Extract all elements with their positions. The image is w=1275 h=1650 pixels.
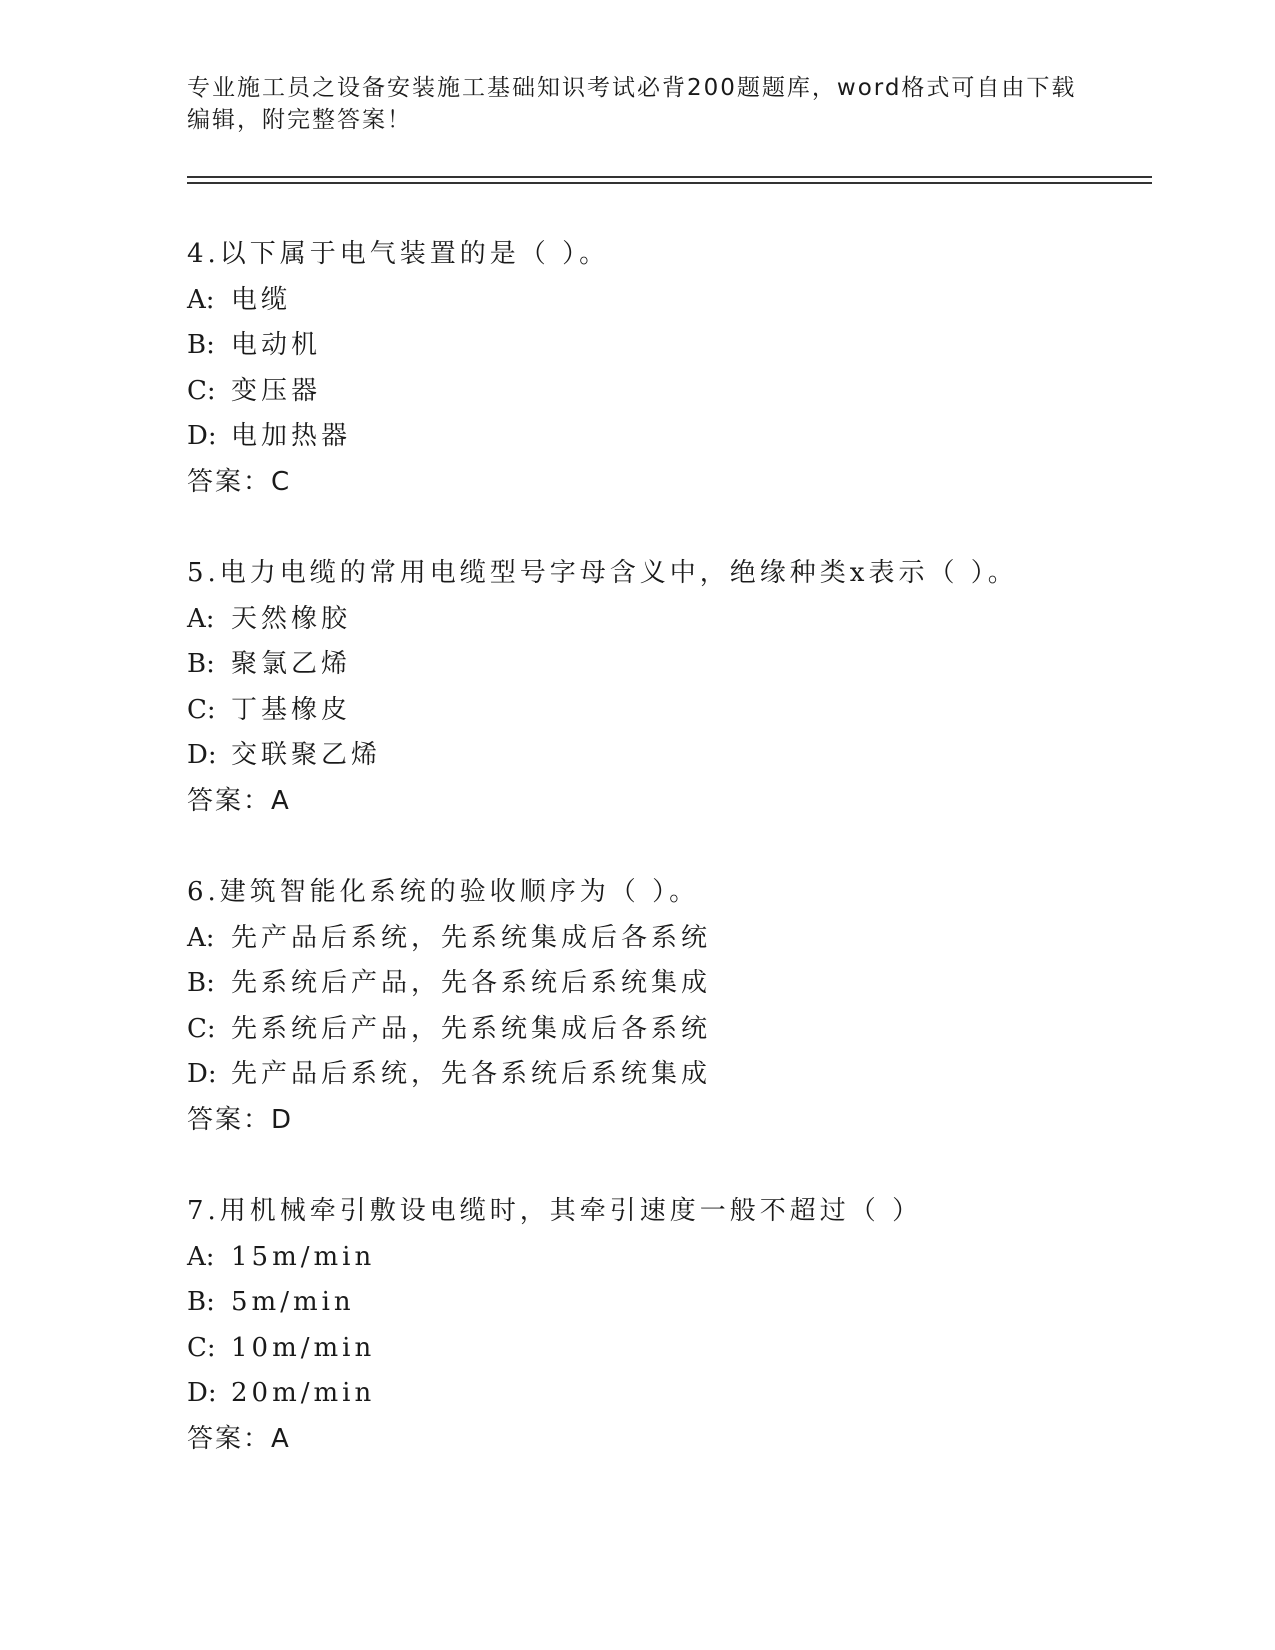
option-key: C:	[187, 1013, 216, 1044]
answer-line: 答案：C	[187, 466, 292, 497]
option-a	[187, 916, 1167, 962]
answer-line: 答案：A	[187, 785, 291, 816]
option-text: 先产品后系统，先系统集成后各系统	[231, 922, 712, 953]
option-text: 10m/min	[231, 1332, 376, 1363]
header-divider-bottom	[187, 182, 1152, 184]
option-text: 电动机	[231, 330, 322, 360]
question-list	[187, 232, 1167, 1508]
option-text: 20m/min	[231, 1378, 376, 1408]
option-text: 变压器	[231, 375, 322, 406]
question-7	[187, 1189, 1167, 1508]
answer-line: 答案：A	[187, 1423, 291, 1454]
option-text: 丁基橡皮	[231, 694, 352, 725]
question-stem: 6.建筑智能化系统的验收顺序为（ ）。	[187, 877, 700, 907]
option-text: 聚氯乙烯	[231, 649, 352, 679]
option-b	[187, 323, 1167, 369]
document-header	[187, 72, 1087, 136]
option-d	[187, 1371, 1167, 1417]
option-c	[187, 369, 1167, 415]
option-key: A:	[187, 922, 215, 953]
option-key: A:	[187, 1241, 215, 1272]
option-text: 先产品后系统，先各系统后系统集成	[231, 1059, 712, 1089]
option-text: 电加热器	[231, 421, 352, 451]
option-a	[187, 278, 1167, 324]
option-key: D:	[187, 421, 217, 451]
question-5	[187, 551, 1167, 870]
header-divider-top	[187, 176, 1152, 178]
option-b	[187, 642, 1167, 688]
option-d	[187, 414, 1167, 460]
question-6	[187, 870, 1167, 1189]
option-key: B:	[187, 649, 215, 679]
question-4	[187, 232, 1167, 551]
option-text: 先系统后产品，先各系统后系统集成	[231, 968, 712, 998]
header-line-1: 专业施工员之设备安装施工基础知识考试必背200题题库，word格式可自由下载	[187, 75, 1077, 101]
option-key: D:	[187, 740, 217, 770]
option-text: 先系统后产品，先系统集成后各系统	[231, 1013, 712, 1044]
option-b	[187, 1280, 1167, 1326]
option-key: D:	[187, 1378, 217, 1408]
option-key: B:	[187, 330, 215, 360]
option-text: 交联聚乙烯	[231, 740, 382, 770]
question-stem: 7.用机械牵引敷设电缆时，其牵引速度一般不超过（ ）	[187, 1196, 923, 1226]
option-b	[187, 961, 1167, 1007]
option-key: A:	[187, 284, 215, 315]
option-key: C:	[187, 694, 216, 725]
option-d	[187, 733, 1167, 779]
option-d	[187, 1052, 1167, 1098]
option-text: 5m/min	[231, 1287, 355, 1317]
option-c	[187, 1007, 1167, 1053]
option-key: B:	[187, 1287, 215, 1317]
question-stem: 5.电力电缆的常用电缆型号字母含义中，绝缘种类x表示（ ）。	[187, 558, 1018, 588]
option-a	[187, 597, 1167, 643]
option-text: 15m/min	[231, 1241, 376, 1272]
header-line-2: 编辑，附完整答案！	[187, 107, 412, 133]
option-key: A:	[187, 603, 215, 634]
option-text: 天然橡胶	[231, 603, 352, 634]
option-key: C:	[187, 375, 216, 406]
option-c	[187, 1326, 1167, 1372]
option-c	[187, 688, 1167, 734]
answer-line: 答案：D	[187, 1104, 294, 1135]
option-a	[187, 1235, 1167, 1281]
option-key: C:	[187, 1332, 216, 1363]
option-text: 电缆	[231, 284, 292, 315]
option-key: B:	[187, 968, 215, 998]
question-stem: 4.以下属于电气装置的是（ ）。	[187, 239, 610, 269]
option-key: D:	[187, 1059, 217, 1089]
